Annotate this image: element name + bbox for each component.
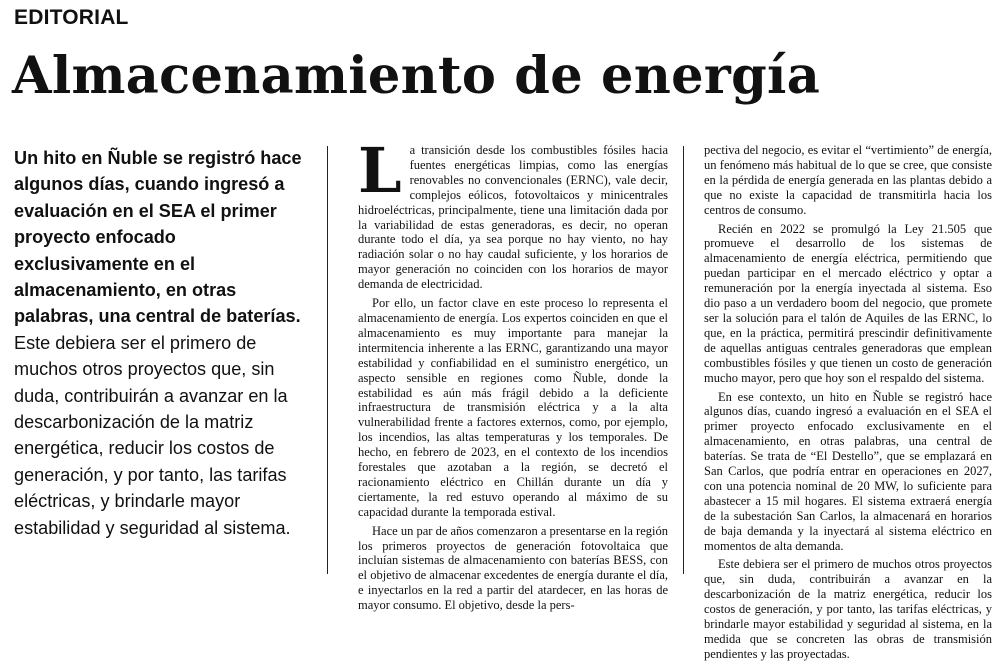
lead-regular: Este debiera ser el primero de muchos otros proyectos que, sin duda, contribuirán a avanzar en la descarbonización de la matriz energética, reducir los costos de generación, y por tanto, las tarifas eléctricas, y brindarle mayor estabilidad y seguridad al sistema. <box>14 332 291 538</box>
body-paragraph: pectiva del negocio, es evitar el “vertimiento” de energía, un fenómeno más habitual de lo que se cree, que consiste en la pérdida de energía generada en las plantas debido a que no existe la capacidad de transmitirla hacia los centros de consumo. <box>704 143 992 217</box>
body-paragraph: a transición desde los combustibles fósiles hacia fuentes energéticas limpias, como las energías renovables no convencionales (ERNC), vale decir, complejos eólicos, fotovoltaicos y minicentrales hidroeléctricas, principalmente, tiene una limitación dada por la variabilidad de estas generadoras, es decir, no operan durante todo el día, ya sea porque no hay viento, no hay radiación solar o no hay caudal suficiente, y los horarios de mayor generación no coinciden con los horarios de mayor demanda de electricidad. <box>358 143 668 292</box>
headline: Almacenamiento de energía <box>12 46 821 106</box>
body-paragraph: Este debiera ser el primero de muchos otros proyectos que, sin duda, contribuirán a avanzar en la descarbonización de la matriz energética, reducir los costos de generación, y por tanto, las tarifas eléctricas, y brindarle mayor estabilidad y seguridad al sistema, en la medida que se concreten las obras de transmisión pendientes y las proyectadas. <box>704 557 992 661</box>
column-divider <box>683 146 684 574</box>
lead-text <box>14 145 314 541</box>
body-column-2 <box>704 143 992 666</box>
body-paragraph: En ese contexto, un hito en Ñuble se registró hace algunos días, cuando ingresó a evaluación en el SEA el primer proyecto enfocado exclusivamente en el almacenamiento, en otras palabras, una central de baterías. Se trata de “El Destello”, que se emplazará en San Carlos, que podría entrar en operaciones en 2027, con una potencia nominal de 20 MW, lo suficiente para abastecer a 15 mil hogares. El sistema extraerá energía de la subestación San Carlos, la almacenará en horarios de baja demanda y la inyectará al sistema eléctrico en momentos de alta demanda. <box>704 389 992 553</box>
body-paragraph: Hace un par de años comenzaron a presentarse en la región los primeros proyectos de generación fotovoltaica que incluían sistemas de almacenamiento con baterías BESS, con el objetivo de almacenar excedentes de energía durante el día, e inyectarlos en la red a partir del atardecer, en las horas de mayor consumo. El objetivo, desde la pers- <box>358 523 668 613</box>
lead-bold: Un hito en Ñuble se registró hace algunos días, cuando ingresó a evaluación en el SEA el primer proyecto enfocado exclusivamente en el almacenamiento, en otras palabras, una central de baterías. <box>14 148 302 327</box>
drop-cap: L <box>358 134 402 207</box>
section-label: EDITORIAL <box>14 6 129 29</box>
column-divider <box>327 146 328 574</box>
body-paragraph: Por ello, un factor clave en este proceso lo representa el almacenamiento de energía. Los expertos coinciden en que el almacenamiento es muy importante para manejar la intermitencia inherente a las ERNC, garantizando una mayor estabilidad y confiabilidad en el suministro energético, un aspecto sensible en regiones como Ñuble, donde la estabilidad es aún más frágil debido a la deficiente infraestructura de transmisión eléctrica y a la alta vulnerabilidad frente a factores externos, como, por ejemplo, los incendios, las altas temperaturas y los temporales. De hecho, en febrero de 2023, en el contexto de los incendios forestales que azotaban a la región, se decretó el racionamiento eléctrico en Chillán durante un día y ciertamente, la red estuvo operando al máximo de su capacidad durante la temporada estival. <box>358 296 668 519</box>
body-column-1 <box>358 134 668 617</box>
body-paragraph: Recién en 2022 se promulgó la Ley 21.505 que promueve el desarrollo de los sistemas de almacenamiento de energía eléctrica, permitiendo que puedan participar en el mercado eléctrico y optar a remuneración por la energía inyectada al sistema. Eso dio paso a un verdadero boom del negocio, que promete ser la solución para el talón de Aquiles de las ERNC, lo que, en la práctica, permitirá prescindir definitivamente de aquellas antiguas centrales generadoras que emplean combustibles fósiles y que tienen un costo de generación mucho mayor, pero que hoy son el respaldo del sistema. <box>704 221 992 385</box>
